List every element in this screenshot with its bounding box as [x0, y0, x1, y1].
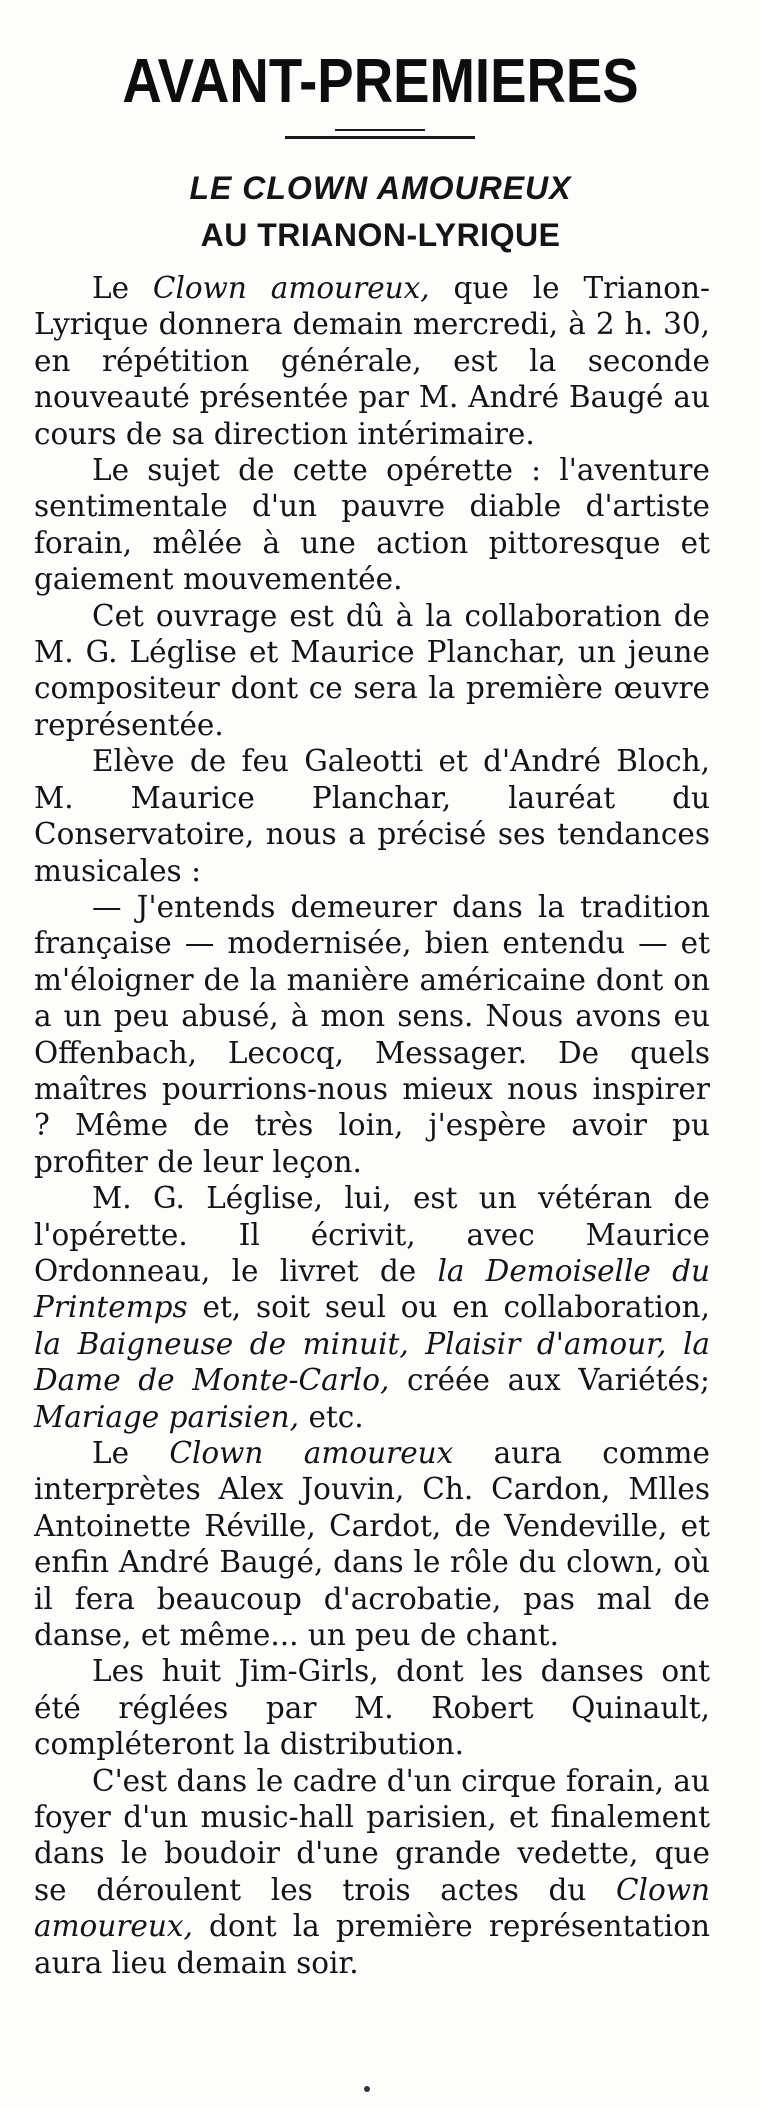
- paragraph-text: Cet ouvrage est dû à la collaboration de M. G. Léglise et Maurice Planchar, un jeune compositeur dont ce sera la première œuvre représentée.: [34, 598, 710, 742]
- paragraph-text: C'est dans le cadre d'un cirque forain, au foyer d'un music-hall parisien, et finalement dans le boudoir d'une grande vedette, que se déroulent les trois actes du: [34, 1763, 710, 1907]
- decorative-rule: [285, 136, 475, 139]
- paragraph: [34, 598, 710, 744]
- paragraph-text: créée aux Variétés;: [389, 1363, 710, 1398]
- article-body: [34, 270, 710, 1981]
- paragraph: [34, 889, 710, 1180]
- paragraph: [34, 1763, 710, 1981]
- paragraph-text: dont la première représentation aura lieu demain soir.: [34, 1909, 710, 1980]
- article-title: LE CLOWN AMOUREUX: [189, 170, 572, 206]
- paragraph-text: Le: [92, 1436, 170, 1470]
- section-heading: AVANT-PREMIERES: [122, 47, 639, 116]
- paragraph-text: Le: [92, 271, 153, 305]
- paragraph-text: etc.: [299, 1399, 364, 1434]
- italic-title-text: Clown amoureux,: [152, 271, 430, 305]
- paragraph-text: M. G. Léglise, lui, est un vétéran de l'opérette. Il écrivit, avec Maurice Ordonneau, le livret de: [34, 1181, 710, 1288]
- paragraph: [34, 1653, 710, 1762]
- italic-title-text: la Demoiselle du Printemps: [34, 1253, 710, 1325]
- paragraph: [34, 1435, 710, 1653]
- italic-title-text: la Baigneuse de minuit, Plaisir d'amour, la Dame de Monte-Carlo,: [34, 1326, 710, 1398]
- paragraph: [34, 452, 710, 598]
- paragraph-text: Elève de feu Galeotti et d'André Bloch, M. Maurice Planchar, lauréat du Conservatoire, nous a précisé ses tendances musicales :: [34, 744, 710, 888]
- italic-title-text: Clown amoureux,: [34, 1872, 710, 1944]
- paragraph-text: que le Trianon-Lyrique donnera demain mercredi, à 2 h. 30, en répétition générale, est la seconde nouveauté présentée par M. André Baugé au cours de sa direction intérimaire.: [34, 271, 710, 451]
- article-subtitle: AU TRIANON-LYRIQUE: [200, 217, 561, 253]
- paragraph-text: et, soit seul ou en collaboration,: [187, 1290, 710, 1325]
- paragraph-text: Le sujet de cette opérette : l'aventure sentimentale d'un pauvre diable d'artiste forain, mêlée à une action pittoresque et gaiement mouvementée.: [34, 453, 710, 597]
- italic-title-text: Clown amoureux: [169, 1436, 454, 1470]
- italic-title-text: Mariage parisien,: [34, 1399, 300, 1434]
- paragraph: [34, 270, 710, 452]
- paragraph-text: aura comme interprètes Alex Jouvin, Ch. Cardon, Mlles Antoinette Réville, Cardot, de Vendeville, et enfin André Baugé, dans le rôle du clown, où il fera beaucoup d'acrobatie, pas mal de danse, et même... un peu de chant.: [34, 1436, 710, 1653]
- paragraph-text: — J'entends demeurer dans la tradition française — modernisée, bien entendu — et m'éloigner de la manière américaine dont on a un peu abusé, à mon sens. Nous avons eu Offenbach, Lecocq, Messager. De quels maîtres pourrions-nous mieux nous inspirer ? Même de très loin, j'espère avoir pu profiter de leur leçon.: [34, 889, 710, 1179]
- paragraph: [34, 743, 710, 889]
- print-speck: [364, 2086, 370, 2092]
- paragraph: [34, 1180, 710, 1435]
- paragraph-text: Les huit Jim-Girls, dont les danses ont été réglées par M. Robert Quinault, compléteront la distribution.: [34, 1654, 710, 1762]
